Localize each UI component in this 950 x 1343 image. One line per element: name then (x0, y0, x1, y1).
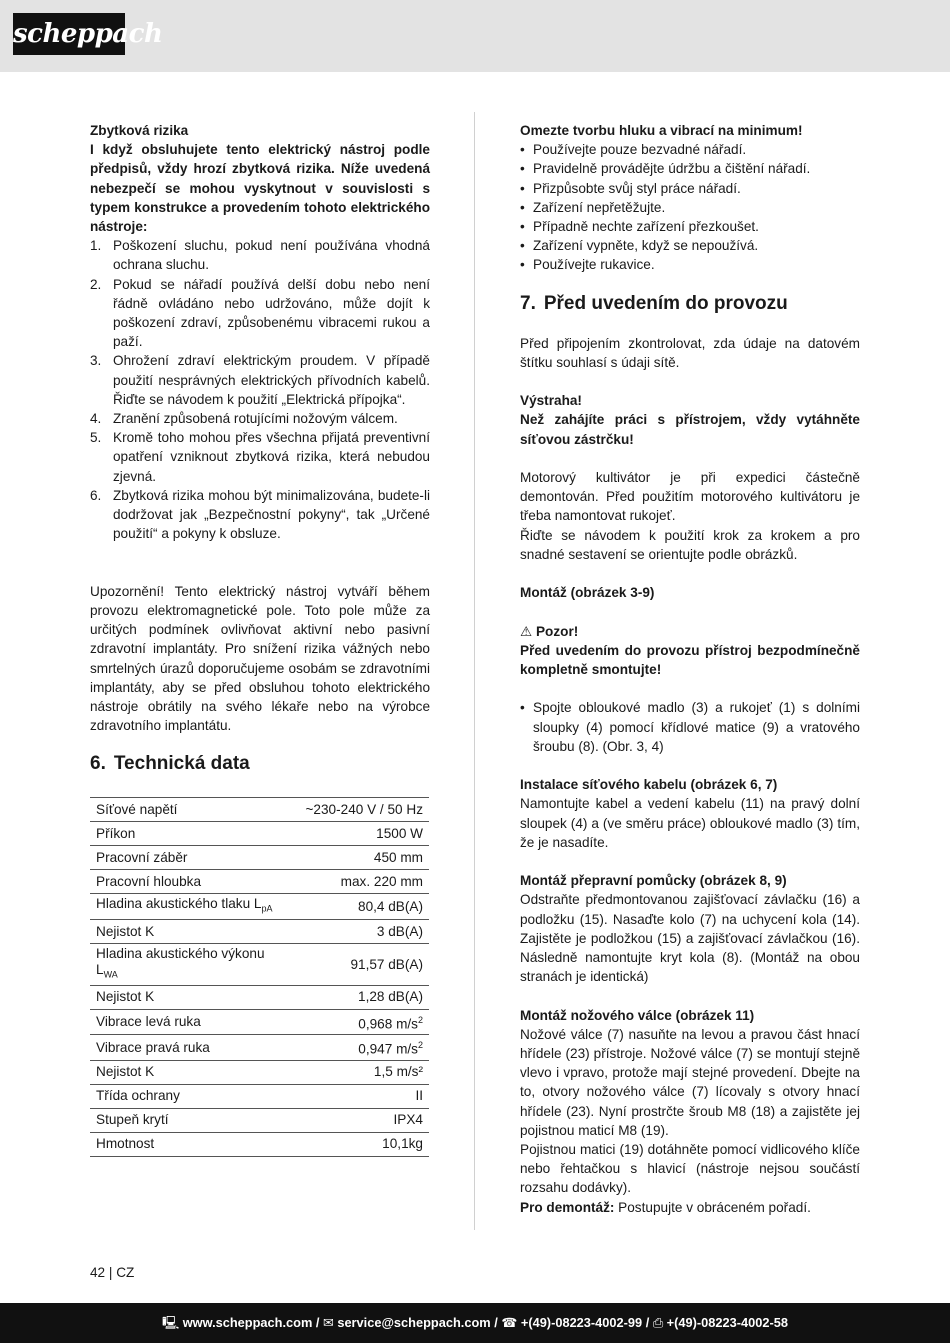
transport-title: Montáž přepravní pomůcky (obrázek 8, 9) (520, 873, 787, 889)
left-column (90, 121, 430, 1157)
table-row: Stupeň krytí IPX4 (90, 1108, 429, 1132)
footer-email[interactable]: service@scheppach.com (337, 1315, 491, 1330)
delivery-note: Motorový kultivátor je při expedici částečně demontován. Před použitím motorového kultivátoru je třeba namontovat rukojeť. (520, 470, 860, 524)
section-7-heading: 7. Před uvedením do provozu (520, 292, 788, 314)
footer-phone: +(49)-08223-4002-99 (520, 1315, 643, 1330)
noise-title: Omezte tvorbu hluku a vibrací na minimum! (520, 123, 803, 138)
table-row: Příkon 1500 W (90, 822, 429, 846)
fax-icon: ⎙ (652, 1315, 664, 1330)
warning-title: Výstraha! (520, 393, 582, 409)
list-item: 5. Kromě toho mohou přes všechna přijatá preventivní opatření vzniknout zbytková rizika, která nebudou zjevná. (90, 430, 430, 484)
list-item: • Zařízení nepřetěžujte. (520, 199, 666, 215)
mail-icon: ✉ (323, 1315, 334, 1330)
risks-intro: I když obsluhujete tento elektrický nástroj podle předpisů, vždy hrozí zbytková rizika. Níže uvedená nebezpečí se mohou vyskytnout v souvislosti s typem konstrukce a provedením tohoto elektrického nástroje: (90, 142, 430, 235)
warning-text: Než zahájíte práci s přístrojem, vždy vytáhněte síťovou zástrčku! (520, 412, 860, 447)
table-row: Nejistot K 3 dB(A) (90, 920, 429, 944)
table-row: Pracovní záběr 450 mm (90, 846, 429, 870)
table-row: Vibrace levá ruka 0,968 $m/s^2$ (90, 1009, 429, 1035)
right-column (520, 121, 860, 1217)
page-footer: 🖳 www.scheppach.com / ✉ service@scheppach.com / ☎ +(49)-08223-4002-99 / ⎙ +(49)-08223-4002-58 (0, 1303, 950, 1343)
table-row: Síťové napětí ~230-240 V / 50 Hz (90, 798, 429, 822)
section-7-intro: Před připojením zkontrolovat, zda údaje na datovém štítku souhlasí s údaji sítě. (520, 335, 860, 370)
list-item: 4. Zranění způsobená rotujícími nožovým válcem. (90, 411, 398, 427)
table-row: Nejistot K 1,5 m/s² (90, 1060, 429, 1084)
assembly-title: Montáž (obrázek 3-9) (520, 585, 655, 601)
list-item: 3. Ohrožení zdraví elektrickým proudem. V případě použití nesprávných elektrických přívodních kabelů. Řiďte se návodem k použití „Elektrická přípojka“. (90, 353, 430, 407)
list-item: 6. Zbytková rizika mohou být minimalizována, budete-li dodržovat jak „Bezpečnostní pokyny“, tak „Určené použití“ a pokyny k obsluze. (90, 487, 430, 542)
table-row: Hladina akustického výkonu $L_{WA}$ 91,57 dB(A) (90, 944, 429, 986)
caution-text: Před uvedením do provozu přístroj bezpodmínečně kompletně smontujte! (520, 642, 860, 678)
table-row: Vibrace pravá ruka 0,947 $m/s^2$ (90, 1035, 429, 1061)
blade-title: Montáž nožového válce (obrázek 11) (520, 1007, 755, 1023)
phone-icon: ☎ (501, 1315, 518, 1330)
noise-list (520, 140, 860, 274)
page-header (0, 0, 950, 72)
list-item: 1. Poškození sluchu, pokud není používána vhodná ochrana sluchu. (90, 238, 430, 273)
assembly-list (520, 698, 860, 756)
footer-web[interactable]: www.scheppach.com (182, 1315, 313, 1330)
cable-title: Instalace síťového kabelu (obrázek 6, 7) (520, 777, 778, 793)
emf-warning: Upozornění! Tento elektrický nástroj vytváří během provozu elektromagnetické pole. Toto pole může za určitých podmínek ovlivňovat aktivní nebo pasivní zdravotní implantáty. Pro snížení rizika vážných nebo smrtelných úrazů doporučujeme osobám se zdravotními implantáty, aby se před obsluhou tohoto elektrického nástroje obrátily na svého lékaře nebo na výrobce zdravotního implantátu. (90, 583, 430, 734)
brand-logo: scheppach (13, 13, 125, 55)
risks-list (90, 236, 430, 543)
table-row: Pracovní hloubka max. 220 mm (90, 870, 429, 894)
table-row: Třída ochrany II (90, 1084, 429, 1108)
table-row: Hladina akustického tlaku $L_{pA}$ 80,4 dB(A) (90, 894, 429, 920)
list-item: • Zařízení vypněte, když se nepoužívá. (520, 238, 759, 254)
footer-fax: +(49)-08223-4002-58 (666, 1315, 788, 1330)
list-item: • Spojte obloukové madlo (3) a rukojeť (1) s dolními sloupky (4) pomocí křídlové matice (9) a vratového šroubu (8). (Obr. 3, 4) (520, 700, 860, 754)
cable-text: Namontujte kabel a vedení kabelu (11) na pravý dolní sloupek (4) a (ve směru práce) obloukové madlo (3) tím, že je nasadíte. (520, 796, 860, 850)
column-divider (474, 112, 475, 1230)
blade-text-2: Pojistnou matici (19) dotáhněte pomocí vidlicového klíče nebo řehtačkou s hlavicí (nástroje nejsou součástí rozsahu dodávky). (520, 1142, 860, 1196)
list-item: • Používejte pouze bezvadné nářadí. (520, 142, 747, 158)
table-row: Hmotnost 10,1kg (90, 1132, 429, 1156)
risks-title: Zbytková rizika (90, 123, 189, 138)
computer-icon: 🖳 (162, 1315, 180, 1330)
instructions-note: Řiďte se návodem k použití krok za krokem a pro snadné sestavení se orientujte podle obrázků. (520, 527, 860, 562)
table-row: Nejistot K 1,28 dB(A) (90, 985, 429, 1009)
warning-triangle-icon: ⚠ (520, 623, 533, 639)
section-6-heading: 6. Technická data (90, 753, 250, 775)
transport-text: Odstraňte předmontovanou zajišťovací závlačku (16) a podložku (15). Nasaďte kolo (7) na uchycení kola (14). Zajistěte je podložkou (15) a zajišťovací závlačkou (16). Následně namontujte kryt kola (8). (Montáž na obou stranách je identická) (520, 892, 860, 985)
blade-text-1: Nožové válce (7) nasuňte na levou a pravou část hnací hřídele (23) přístroje. Nožové válce (7) se montují stejně vlevo i vpravo, protože mají stejné provedení. Dbejte na to, otvory nožového válce (7) lícovaly s otvory hnací hřídele (23). Nyní prostrčte šroub M8 (18) a zajistěte jej pojistnou maticí M8 (19). (520, 1026, 860, 1138)
list-item: 2. Pokud se nářadí používá delší dobu nebo není řádně ovládáno nebo udržováno, může dojít k poškození zdraví, způsobenému vibracemi rukou a paží. (90, 276, 430, 350)
page-number: 42 | CZ (90, 1265, 135, 1280)
list-item: • Používejte rukavice. (520, 257, 655, 273)
tech-data-table (90, 797, 429, 1157)
list-item: • Přizpůsobte svůj styl práce nářadí. (520, 180, 741, 196)
list-item: • Pravidelně provádějte údržbu a čištění nářadí. (520, 161, 811, 177)
caution-title: ⚠ Pozor! (520, 623, 579, 639)
dismantle-note: Pro demontáž: Postupujte v obráceném pořadí. (520, 1199, 811, 1215)
list-item: • Případně nechte zařízení přezkoušet. (520, 219, 759, 235)
